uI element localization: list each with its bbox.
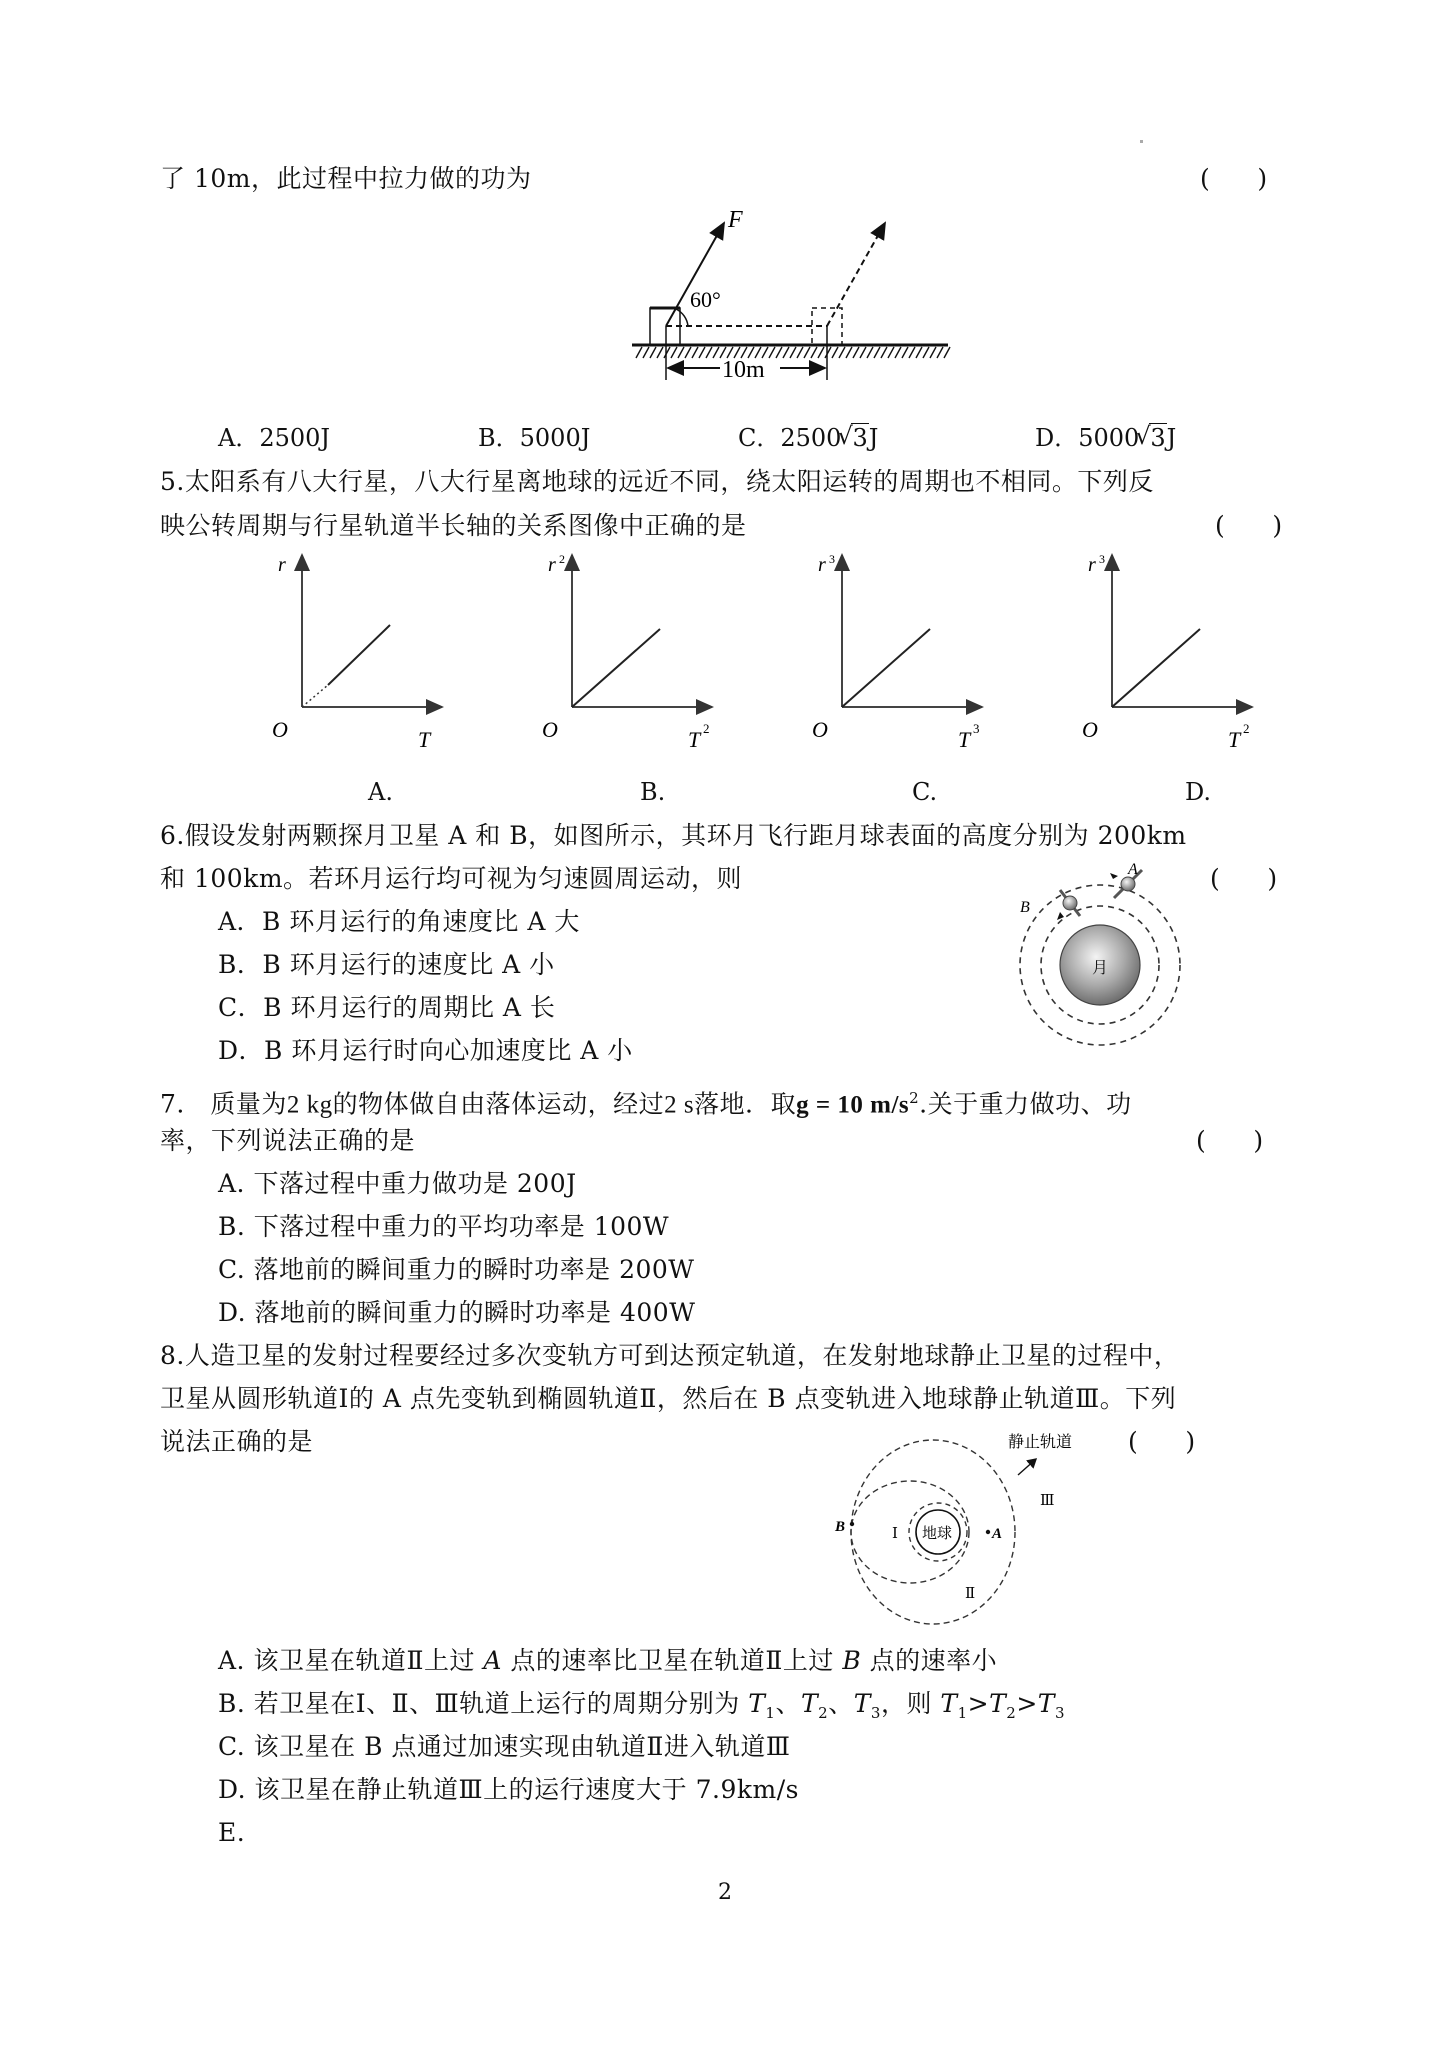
sqrt-symbol: √ 3: [1139, 422, 1166, 454]
q8-answer-blank[interactable]: ( ): [1128, 1427, 1196, 1456]
q6-option-b[interactable]: B．B 环月运行的速度比 A 小: [218, 950, 555, 979]
x-axis-label: T: [958, 727, 971, 752]
q8-stem-line1: 8.人造卫星的发射过程要经过多次变轨方可到达预定轨道，在发射地球静止卫星的过程中，: [160, 1341, 1180, 1370]
hatch-mark: [930, 347, 936, 358]
q6-stem-line1: 6.假设发射两颗探月卫星 A 和 B，如图所示，其环月飞行距月球表面的高度分别为 200km: [160, 821, 1187, 850]
option-letter: C．: [738, 424, 781, 452]
hatch-mark: [692, 347, 698, 358]
q5-stem-line2: 映公转周期与行星轨道半长轴的关系图像中正确的是: [160, 511, 747, 540]
q7-option-d[interactable]: D. 落地前的瞬间重力的瞬时功率是 400W: [218, 1298, 696, 1327]
origin-label: O: [542, 717, 558, 742]
x-axis-exponent: 2: [703, 721, 710, 736]
q8-option-b[interactable]: B. 若卫星在Ⅰ、Ⅱ、Ⅲ轨道上运行的周期分别为 $T_1$、$T_2$、$T_3$，则 $T_1>T_2>T_3$: [218, 1689, 1065, 1722]
hatch-mark: [923, 347, 929, 358]
unit: J: [868, 424, 879, 452]
q6-option-d[interactable]: D．B 环月运行时向心加速度比 A 小: [218, 1036, 633, 1065]
sat-a-label: A: [1128, 861, 1138, 878]
data-line: [842, 629, 930, 707]
point-b-label: B: [835, 1519, 846, 1535]
q7-option-a[interactable]: A. 下落过程中重力做功是 200J: [218, 1169, 577, 1198]
y-axis-label: r: [278, 554, 286, 576]
graph-a: [250, 545, 450, 765]
q4-figure: [620, 205, 960, 390]
q7-stem-line1: 7. 质量为2 kg的物体做自由落体运动，经过2 s落地．取g = 10 $m/s^2$.关于重力做功、功: [160, 1089, 1132, 1119]
orbit-1-label: Ⅰ: [892, 1524, 898, 1542]
q5-stem-line1: 5.太阳系有八大行星，八大行星离地球的远近不同，绕太阳运转的周期也不相同。下列反: [160, 467, 1154, 496]
hatch-mark: [846, 347, 852, 358]
hatch-mark: [916, 347, 922, 358]
sat-b-label: B: [1020, 899, 1030, 916]
hatch-mark: [888, 347, 894, 358]
graph-option-label[interactable]: B.: [640, 778, 666, 806]
q5-answer-blank[interactable]: ( ): [1215, 511, 1283, 540]
q7-option-c[interactable]: C. 落地前的瞬间重力的瞬时功率是 200W: [218, 1255, 695, 1284]
hatch-mark: [867, 347, 873, 358]
force-arrow-moved: [827, 223, 885, 326]
orbit-3-label: Ⅲ: [1040, 1491, 1055, 1509]
page-number: 2: [718, 1880, 732, 1905]
y-axis-exponent: 3: [829, 552, 835, 566]
hatch-mark: [657, 347, 663, 358]
option-value: 5000J: [519, 424, 591, 452]
hatch-mark: [678, 347, 684, 358]
hatch-mark: [664, 347, 670, 358]
q4-stem: 了 10m，此过程中拉力做的功为: [160, 164, 532, 193]
hatch-mark: [776, 347, 782, 358]
point-a-label: A: [992, 1526, 1003, 1542]
angle-label: 60°: [690, 287, 721, 312]
hatch-mark: [685, 347, 691, 358]
point-a: [986, 1530, 990, 1534]
data-line: [1112, 629, 1200, 707]
x-axis-label: T: [688, 727, 701, 752]
x-axis-label: T: [1228, 727, 1241, 752]
extrapolation-line: [302, 685, 328, 707]
data-line: [572, 629, 660, 707]
q4-option-b[interactable]: [478, 422, 590, 454]
origin-label: O: [812, 717, 828, 742]
hatch-mark: [853, 347, 859, 358]
hatch-mark: [804, 347, 810, 358]
hatch-mark: [902, 347, 908, 358]
graph-option-label[interactable]: D.: [1185, 778, 1212, 806]
hatch-mark: [839, 347, 845, 358]
moon-label: 月: [1092, 958, 1109, 977]
q6-moon-figure: [1000, 861, 1200, 1080]
q8-option-e[interactable]: E.: [218, 1818, 246, 1847]
option-value: 2500: [780, 424, 842, 452]
option-letter: A．: [218, 424, 260, 452]
q4-answer-blank[interactable]: ( ): [1200, 164, 1268, 193]
option-letter: D．: [1035, 424, 1079, 452]
option-value: 5000: [1078, 424, 1140, 452]
scan-speck: [1140, 140, 1143, 143]
hatch-mark: [860, 347, 866, 358]
hatch-mark: [706, 347, 712, 358]
q8-option-a[interactable]: A. 该卫星在轨道Ⅱ上过 A 点的速率比卫星在轨道Ⅱ上过 B 点的速率小: [218, 1646, 998, 1675]
x-axis-exponent: 2: [1243, 721, 1250, 736]
y-axis-label: r: [818, 554, 826, 576]
graph-c: [790, 545, 990, 765]
hatch-mark: [881, 347, 887, 358]
force-label: F: [728, 207, 743, 233]
q6-option-c[interactable]: C．B 环月运行的周期比 A 长: [218, 993, 556, 1022]
static-orbit-label: 静止轨道: [1008, 1432, 1073, 1451]
hatch-mark: [699, 347, 705, 358]
graph-b: [520, 545, 720, 765]
hatch-mark: [874, 347, 880, 358]
option-value: 2500J: [259, 424, 331, 452]
origin-label: O: [272, 717, 288, 742]
unit: J: [1166, 424, 1177, 452]
point-b: [850, 1522, 854, 1526]
earth-label: 地球: [922, 1524, 953, 1542]
hatch-mark: [790, 347, 796, 358]
q7-answer-blank[interactable]: ( ): [1196, 1126, 1264, 1155]
q6-option-a[interactable]: A．B 环月运行的角速度比 A 大: [218, 907, 580, 936]
data-line: [328, 625, 390, 685]
q4-option-c[interactable]: [738, 422, 878, 454]
block: [650, 308, 680, 345]
hatch-mark: [811, 347, 817, 358]
q8-option-c[interactable]: C. 该卫星在 B 点通过加速实现由轨道Ⅱ进入轨道Ⅲ: [218, 1732, 791, 1761]
y-axis-label: r: [548, 554, 556, 576]
hatch-mark: [909, 347, 915, 358]
hatch-mark: [944, 347, 950, 358]
graph-d: [1060, 545, 1260, 765]
q8-stem-line3: 说法正确的是: [160, 1427, 314, 1456]
q6-stem-line2: 和 100km。若环月运行均可视为匀速圆周运动，则: [160, 864, 743, 893]
sqrt-symbol: √ 3: [841, 422, 868, 454]
q4-option-a[interactable]: [218, 422, 330, 454]
q8-orbit-figure: [800, 1425, 1100, 1640]
q4-option-d[interactable]: [1035, 422, 1176, 454]
hatch-mark: [818, 347, 824, 358]
hatch-mark: [825, 347, 831, 358]
hatch-mark: [713, 347, 719, 358]
origin-label: O: [1082, 717, 1098, 742]
option-letter: B．: [478, 424, 520, 452]
hatch-mark: [797, 347, 803, 358]
y-axis-exponent: 3: [1099, 552, 1105, 566]
y-axis-exponent: 2: [559, 552, 565, 566]
q6-answer-blank[interactable]: ( ): [1210, 864, 1278, 893]
y-axis-label: r: [1088, 554, 1096, 576]
q8-option-d[interactable]: D. 该卫星在静止轨道Ⅲ上的运行速度大于 7.9km/s: [218, 1775, 799, 1804]
orbit-2-label: Ⅱ: [965, 1584, 976, 1602]
hatch-mark: [650, 347, 656, 358]
q8-stem-line2: 卫星从圆形轨道Ⅰ的 A 点先变轨到椭圆轨道Ⅱ，然后在 B 点变轨进入地球静止轨道Ⅲ。下列: [160, 1384, 1177, 1413]
hatch-mark: [895, 347, 901, 358]
hatch-mark: [832, 347, 838, 358]
hatch-mark: [937, 347, 943, 358]
distance-label: 10m: [722, 357, 765, 383]
x-axis-exponent: 3: [973, 721, 980, 736]
x-axis-label: T: [418, 727, 431, 752]
hatch-mark: [636, 347, 642, 358]
q7-option-b[interactable]: B. 下落过程中重力的平均功率是 100W: [218, 1212, 670, 1241]
graph-option-label[interactable]: C.: [912, 778, 938, 806]
hatch-mark: [783, 347, 789, 358]
hatch-mark: [671, 347, 677, 358]
hatch-mark: [769, 347, 775, 358]
q7-stem-line2: 率，下列说法正确的是: [160, 1126, 416, 1155]
graph-option-label[interactable]: A.: [368, 778, 393, 806]
hatch-mark: [643, 347, 649, 358]
